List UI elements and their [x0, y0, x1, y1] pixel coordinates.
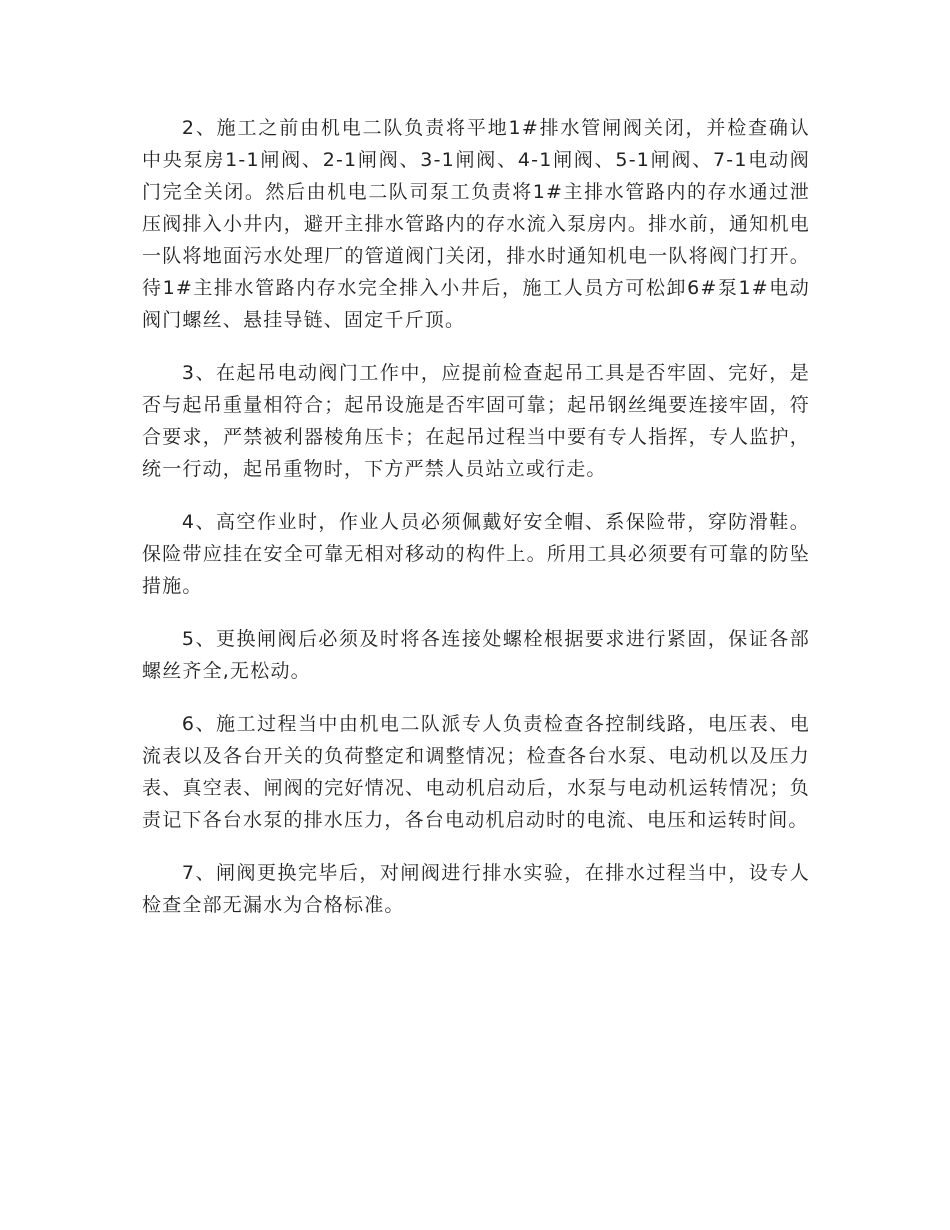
paragraph-3: 3、在起吊电动阀门工作中，应提前检查起吊工具是否牢固、完好，是否与起吊重量相符合；起吊设施是否牢固可靠；起吊钢丝绳要连接牢固，符合要求，严禁被利器棱角压卡；在起吊过程当中要有专人指挥，专人监护，统一行动，起吊重物时，下方严禁人员站立或行走。 [142, 362, 810, 480]
paragraph-6: 6、施工过程当中由机电二队派专人负责检查各控制线路，电压表、电流表以及各台开关的负荷整定和调整情况；检查各台水泵、电动机以及压力表、真空表、闸阀的完好情况、电动机启动后，水泵与电动机运转情况；负责记下各台水泵的排水压力，各台电动机启动时的电流、电压和运转时间。 [142, 713, 810, 831]
paragraph-7: 7、闸阀更换完毕后，对闸阀进行排水实验，在排水过程当中，设专人检查全部无漏水为合格标准。 [142, 862, 810, 916]
paragraph-4: 4、高空作业时，作业人员必须佩戴好安全帽、系保险带，穿防滑鞋。保险带应挂在安全可靠无相对移动的构件上。所用工具必须要有可靠的防坠措施。 [142, 511, 810, 597]
paragraph-2: 2、施工之前由机电二队负责将平地1#排水管闸阀关闭，并检查确认中央泵房1-1闸阀、2-1闸阀、3-1闸阀、4-1闸阀、5-1闸阀、7-1电动阀门完全关闭。然后由机电二队司泵工负责将1#主排水管路内的存水通过泄压阀排入小井内，避开主排水管路内的存水流入泵房内。排水前，通知机电一队将地面污水处理厂的管道阀门关闭，排水时通知机电一队将阀门打开。待1#主排水管路内存水完全排入小井后，施工人员方可松卸6#泵1#电动阀门螺丝、悬挂导链、固定千斤顶。 [142, 117, 810, 331]
paragraph-5: 5、更换闸阀后必须及时将各连接处螺栓根据要求进行紧固，保证各部螺丝齐全,无松动。 [142, 628, 810, 682]
document-body [142, 112, 810, 942]
